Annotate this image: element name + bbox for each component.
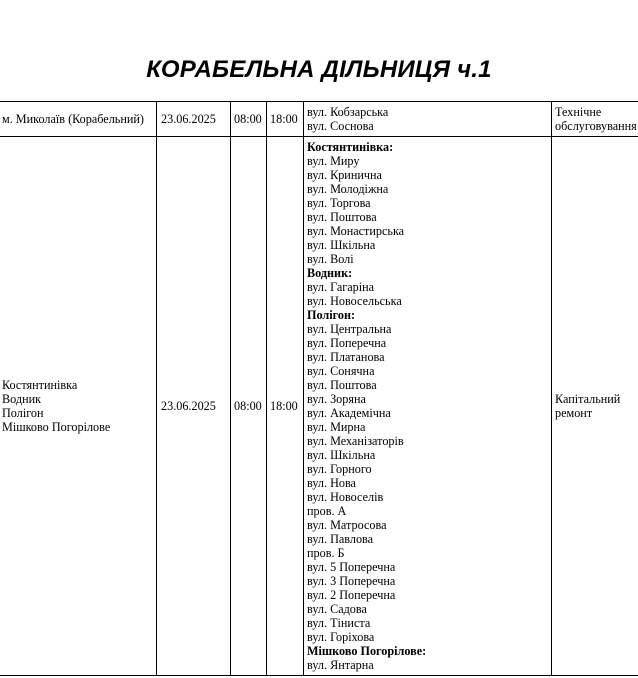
street-item: пров. А	[307, 504, 347, 518]
street-item: вул. Поперечна	[307, 336, 387, 350]
reason-cell	[555, 392, 620, 420]
street-item: вул. 2 Поперечна	[307, 588, 396, 602]
column-divider	[551, 101, 552, 676]
locality-group-heading: Мішково Погорілове:	[307, 644, 427, 658]
street-item: вул. Молодіжна	[307, 182, 389, 196]
street-item: вул. Нова	[307, 476, 356, 490]
street-item: вул. Садова	[307, 602, 367, 616]
time-from-cell: 08:00	[234, 112, 262, 126]
street-item: вул. Шкільна	[307, 448, 376, 462]
address-cell	[307, 105, 388, 133]
street-item: вул. Янтарна	[307, 658, 374, 672]
street-item: вул. Механізаторів	[307, 434, 404, 448]
street-item: вул. Горного	[307, 462, 372, 476]
street-item: пров. Б	[307, 546, 345, 560]
reason-line: Капітальний	[555, 392, 621, 406]
time-to-cell: 18:00	[270, 399, 298, 413]
locality-name: Водник	[2, 392, 42, 406]
street-item: вул. Новосельська	[307, 294, 402, 308]
street-item: вул. Павлова	[307, 532, 374, 546]
street-item: вул. Поштова	[307, 378, 377, 392]
time-to-cell: 18:00	[270, 112, 298, 126]
street-item: вул. Академічна	[307, 406, 391, 420]
column-divider	[156, 101, 157, 676]
street-item: вул. 3 Поперечна	[307, 574, 396, 588]
reason-line: обслуговування	[555, 119, 637, 133]
locality-name: Костянтинівка	[2, 378, 78, 392]
date-cell: 23.06.2025	[161, 112, 216, 126]
date-cell: 23.06.2025	[161, 399, 216, 413]
table-border-bottom	[0, 675, 638, 676]
street-item: вул. Платанова	[307, 350, 385, 364]
street-item: вул. Матросова	[307, 518, 387, 532]
street-item: вул. Кобзарська	[307, 105, 389, 119]
street-item: вул. Кринична	[307, 168, 382, 182]
street-item: вул. Соснова	[307, 119, 374, 133]
street-item: вул. Торгова	[307, 196, 371, 210]
column-divider	[230, 101, 231, 676]
locality-group-heading: Полігон:	[307, 308, 356, 322]
street-item: вул. Сонячна	[307, 364, 375, 378]
reason-cell	[555, 105, 638, 133]
street-item: вул. Новоселів	[307, 490, 384, 504]
column-divider	[266, 101, 267, 676]
street-item: вул. Тіниста	[307, 616, 371, 630]
address-cell	[307, 140, 426, 672]
locality-group-heading: Костянтинівка:	[307, 140, 394, 154]
row-divider	[0, 136, 638, 137]
street-item: вул. Поштова	[307, 210, 377, 224]
locality-group-heading: Водник:	[307, 266, 353, 280]
street-item: вул. Волі	[307, 252, 354, 266]
reason-line: ремонт	[555, 406, 593, 420]
locality-name: м. Миколаїв (Корабельний)	[2, 112, 144, 126]
locality-cell	[2, 378, 110, 434]
street-item: вул. Шкільна	[307, 238, 376, 252]
reason-line: Технічне	[555, 105, 602, 119]
street-item: вул. Горіхова	[307, 630, 375, 644]
locality-name: Мішково Погорілове	[2, 420, 111, 434]
street-item: вул. Зоряна	[307, 392, 366, 406]
time-from-cell: 08:00	[234, 399, 262, 413]
street-item: вул. 5 Поперечна	[307, 560, 396, 574]
column-divider	[303, 101, 304, 676]
street-item: вул. Миру	[307, 154, 360, 168]
street-item: вул. Гагаріна	[307, 280, 375, 294]
locality-cell	[2, 112, 155, 126]
street-item: вул. Монастирська	[307, 224, 405, 238]
page-title: КОРАБЕЛЬНА ДІЛЬНИЦЯ ч.1	[146, 56, 492, 83]
table-border-top	[0, 101, 638, 102]
street-item: вул. Центральна	[307, 322, 392, 336]
locality-name: Полігон	[2, 406, 44, 420]
street-item: вул. Мирна	[307, 420, 366, 434]
